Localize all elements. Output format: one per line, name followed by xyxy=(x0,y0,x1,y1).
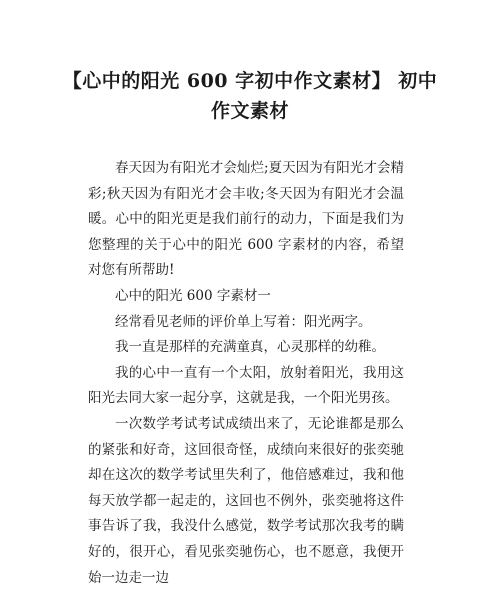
paragraph: 我一直是那样的充满童真，心灵那样的幼稚。 xyxy=(115,339,385,356)
document-body xyxy=(88,156,404,591)
paragraph: 我的心中一直有一个太阳，放射着阳光，我用这阳光去同大家一起分享，这就是我，一个阳光男孩。 xyxy=(88,364,404,407)
section-heading: 心中的阳光 600 字素材一 xyxy=(115,287,271,304)
paragraph: 春天因为有阳光才会灿烂;夏天因为有阳光才会精彩;秋天因为有阳光才会丰收;冬天因为有阳光才会温暖。心中的阳光更是我们前行的动力，下面是我们为您整理的关于心中的阳光 600 字素材的内容，希望对您有所帮助! xyxy=(88,160,404,279)
paragraph: 经常看见老师的评价单上写着：阳光两字。 xyxy=(115,313,372,330)
document-title: 【心中的阳光 600 字初中作文素材】 初中作文素材 xyxy=(62,70,438,122)
paragraph: 一次数学考试考试成绩出来了，无论谁都是那么的紧张和好奇，这回很奇怪，成绩向来很好的张奕驰却在这次的数学考试里失利了，他倍感难过，我和他每天放学都一起走的，这回也不例外，张奕驰将这件事告诉了我，我没什么感觉，数学考试那次我考的瞒好的，很开心，看见张奕驰伤心，也不愿意，我便开始一边走一边 xyxy=(88,415,404,586)
